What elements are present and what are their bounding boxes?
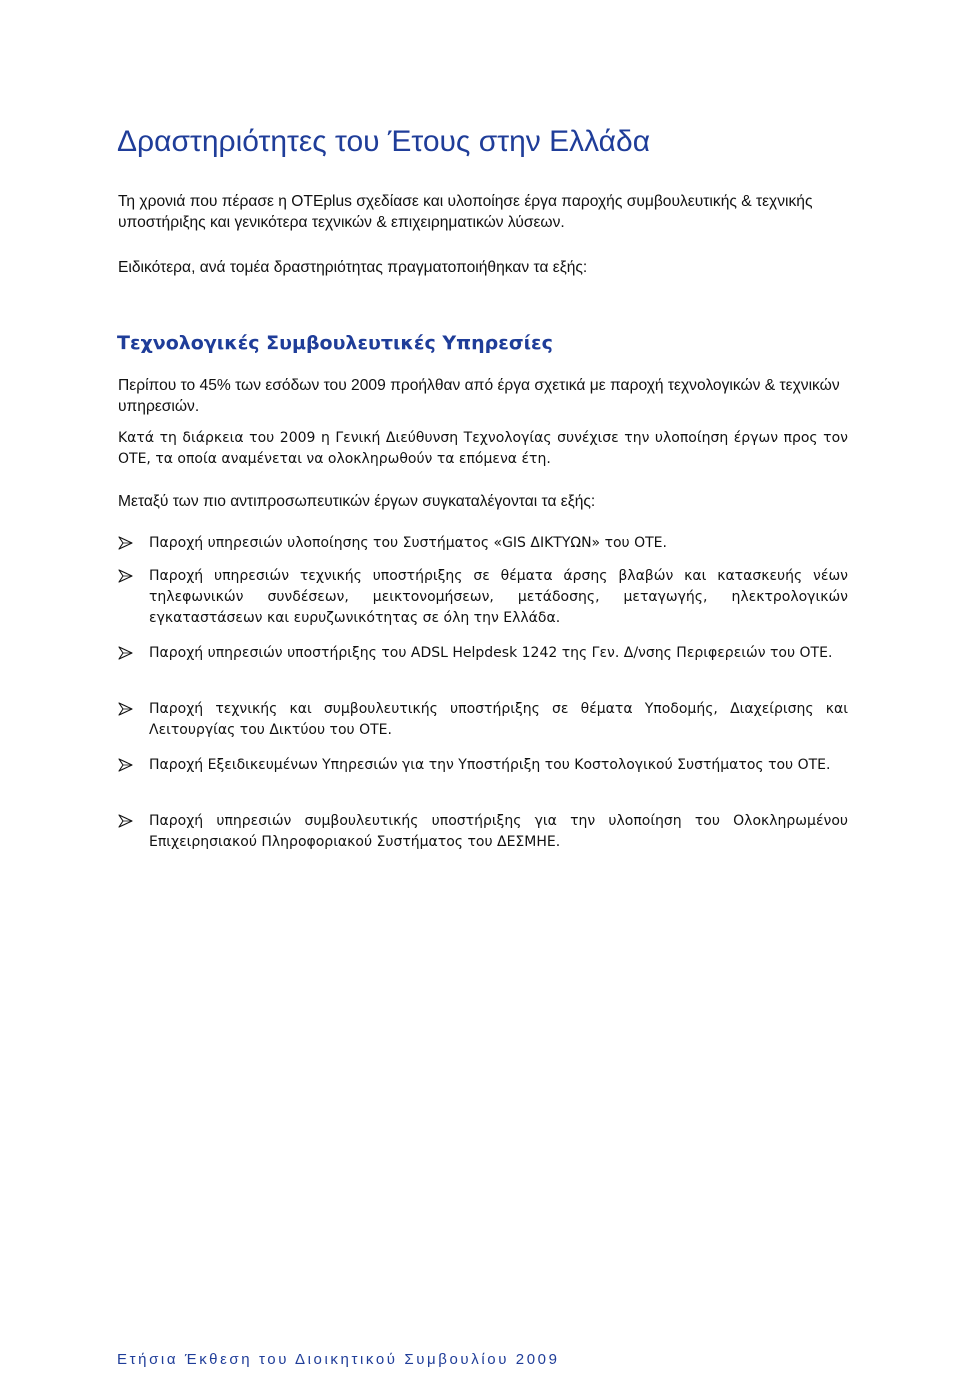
project-text: Παροχή υπηρεσιών συμβουλευτικής υποστήριξης για την υλοποίηση του Ολοκληρωμένου Επιχειρησιακού Πληροφοριακού Συστήματος του ΔΕΣΜΗΕ. — [149, 813, 848, 850]
arrow-bullet-icon — [118, 536, 134, 550]
project-text: Παροχή υπηρεσιών τεχνικής υποστήριξης σε θέματα άρσης βλαβών και κατασκευής νέων τηλεφωνικών συνδέσεων, μεικτονομήσεων, μετάδοσης, μεταγωγής, ηλεκτρολογικών εγκαταστάσεων και ευρυζωνικότητας σε όλη την Ελλάδα. — [149, 568, 848, 626]
arrow-bullet-icon — [118, 646, 134, 660]
project-list-item — [118, 699, 848, 741]
project-text: Παροχή τεχνικής και συμβουλευτικής υποστήριξης σε θέματα Υποδομής, Διαχείρισης και Λειτουργίας του Δικτύου του ΟΤΕ. — [149, 701, 848, 738]
arrow-bullet-icon — [118, 814, 134, 828]
projects-intro: Μεταξύ των πιο αντιπροσωπευτικών έργων συγκαταλέγονται τα εξής: — [118, 493, 596, 510]
arrow-bullet-icon — [118, 702, 134, 716]
project-list-item — [118, 643, 848, 664]
project-text: Παροχή υπηρεσιών υποστήριξης του ADSL Helpdesk 1242 της Γεν. Δ/νσης Περιφερειών του ΟΤΕ. — [149, 645, 833, 661]
sector-paragraph: Ειδικότερα, ανά τομέα δραστηριότητας πραγματοποιήθηκαν τα εξής: — [118, 259, 588, 276]
project-list-item — [118, 811, 848, 853]
directorate-paragraph: Κατά τη διάρκεια του 2009 η Γενική Διεύθυνση Τεχνολογίας συνέχισε την υλοποίηση έργων προς τον ΟΤΕ, τα οποία αναμένεται να ολοκληρωθούν τα επόμενα έτη. — [118, 430, 848, 467]
section-title: Τεχνολογικές Συμβουλευτικές Υπηρεσίες — [117, 332, 553, 354]
arrow-bullet-icon — [118, 569, 134, 583]
page-title: Δραστηριότητες του Έτους στην Ελλάδα — [117, 125, 651, 158]
page-footer: Ετήσια Έκθεση του Διοικητικού Συμβουλίου 2009 — [117, 1351, 560, 1368]
project-list-item — [118, 533, 848, 554]
arrow-bullet-icon — [118, 758, 134, 772]
project-list-item — [118, 755, 848, 776]
revenue-paragraph: Περίπου το 45% των εσόδων του 2009 προήλθαν από έργα σχετικά με παροχή τεχνολογικών & τεχνικών υπηρεσιών. — [118, 377, 840, 415]
project-list-item — [118, 566, 848, 629]
project-text: Παροχή Εξειδικευμένων Υπηρεσιών για την Υποστήριξη του Κοστολογικού Συστήματος του ΟΤΕ. — [149, 757, 831, 773]
project-text: Παροχή υπηρεσιών υλοποίησης του Συστήματος «GIS ΔΙΚΤΥΩΝ» του ΟΤΕ. — [149, 535, 667, 551]
intro-paragraph: Τη χρονιά που πέρασε η OTEplus σχεδίασε και υλοποίησε έργα παροχής συμβουλευτικής & τεχνικής υποστήριξης και γενικότερα τεχνικών & επιχειρηματικών λύσεων. — [118, 193, 813, 231]
